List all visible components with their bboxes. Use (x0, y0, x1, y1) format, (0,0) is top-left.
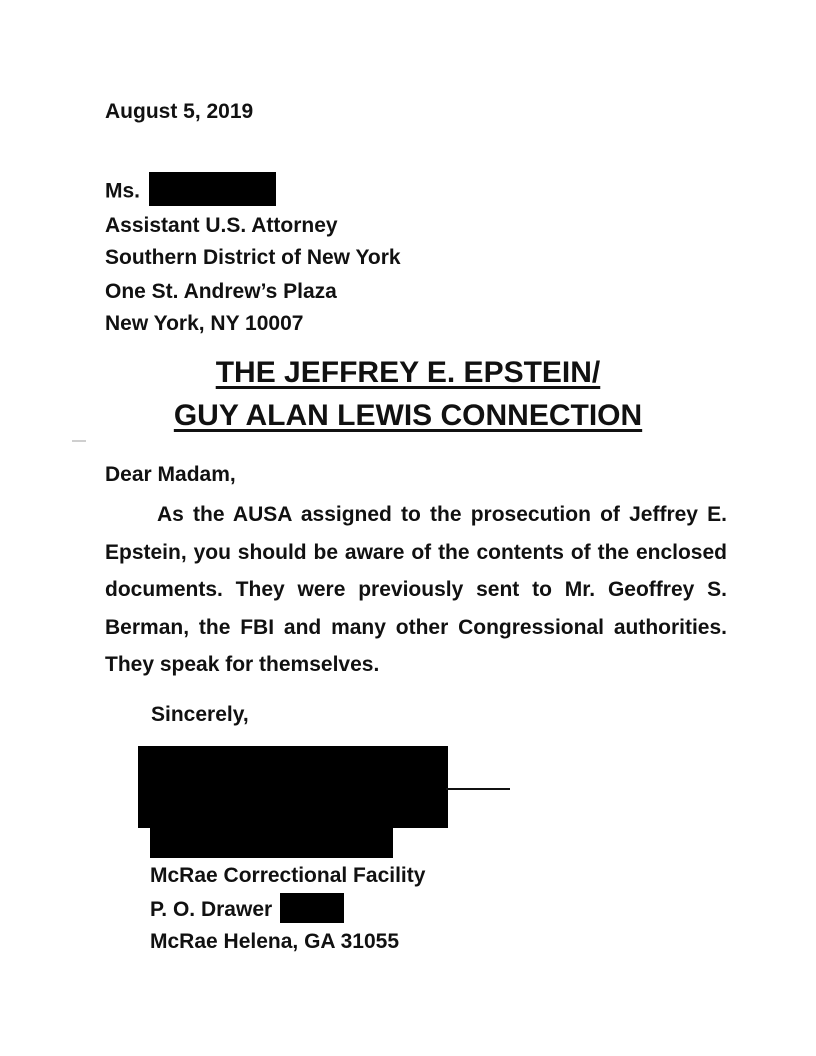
po-drawer-redaction (280, 893, 344, 923)
sender-facility: McRae Correctional Facility (150, 864, 426, 887)
closing: Sincerely, (151, 703, 249, 726)
recipient-name-line (105, 178, 276, 206)
recipient-prefix: Ms. (105, 179, 141, 203)
body-paragraph: As the AUSA assigned to the prosecution of Jeffrey E. Epstein, you should be aware of the contents of the enclosed documents. They were previously sent to Mr. Geoffrey S. Berman, the FBI and many other Congressional authorities. They speak for themselves. (105, 503, 727, 676)
signature-line (446, 788, 510, 790)
sender-po-drawer: P. O. Drawer (150, 898, 273, 921)
greeting: Dear Madam, (105, 463, 236, 486)
recipient-name-redaction (149, 172, 276, 206)
heading-line-1: THE JEFFREY E. EPSTEIN/ (215, 356, 601, 389)
heading-line-2: GUY ALAN LEWIS CONNECTION (173, 399, 643, 432)
recipient-street: One St. Andrew’s Plaza (105, 280, 337, 303)
recipient-city: New York, NY 10007 (105, 312, 304, 335)
recipient-office: Southern District of New York (105, 246, 401, 269)
sender-po-drawer-line (150, 897, 344, 923)
letter-date: August 5, 2019 (105, 100, 254, 123)
signature-redaction (138, 746, 448, 828)
sender-name-redaction (150, 826, 393, 858)
scan-mark (72, 440, 86, 442)
recipient-title: Assistant U.S. Attorney (105, 214, 338, 237)
sender-city: McRae Helena, GA 31055 (150, 930, 400, 953)
